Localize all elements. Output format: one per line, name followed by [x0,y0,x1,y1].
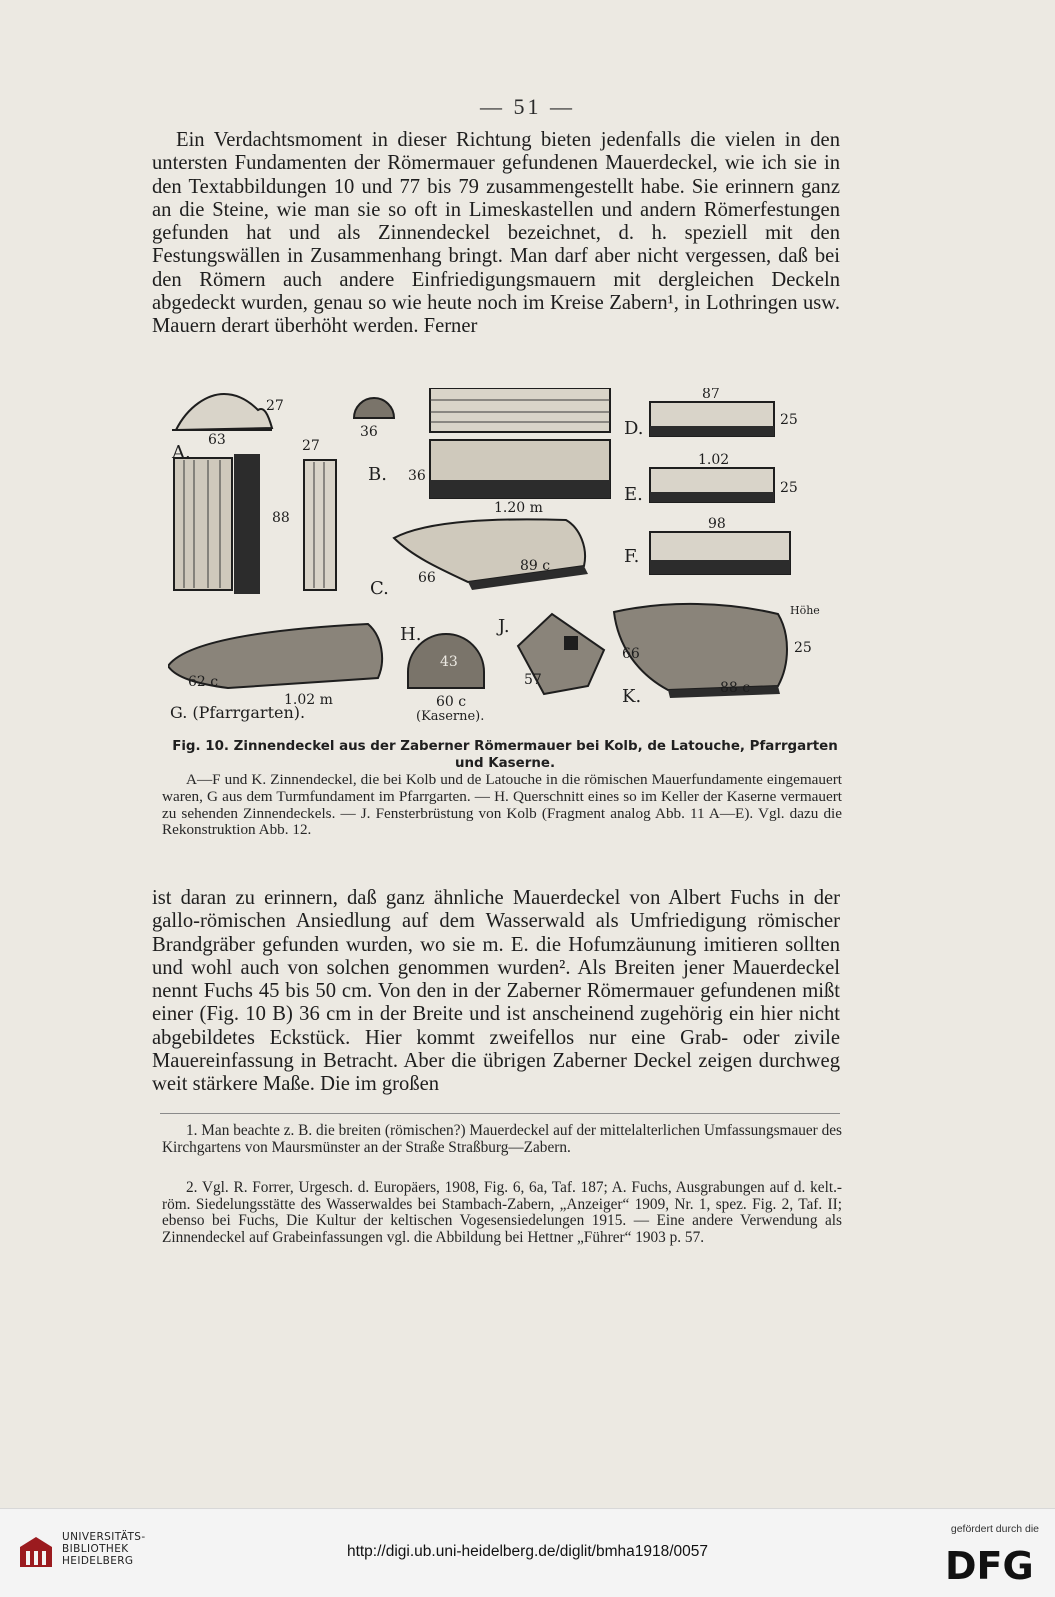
dim-j-size: 57 [524,672,542,688]
label-j: J. [498,616,510,637]
dim-c-width: 66 [418,570,436,586]
dim-k-length: 88 c [720,680,751,696]
dim-b-height: 36 [408,468,426,484]
label-hoehe: Höhe [790,604,820,617]
dim-a-depth: 27 [302,438,320,454]
dim-a-height: 27 [266,398,284,414]
stone-k [614,604,820,707]
dim-k-width: 66 [622,646,640,662]
label-b: B. [368,464,387,485]
dim-h-height: 43 [440,654,458,670]
dim-e-height: 25 [780,480,798,496]
body-paragraph-1: Ein Verdachtsmoment in dieser Richtung bieten jedenfalls die vielen in den untersten Fundamenten der Römermauer gefundenen Mauerdeckel, wie ich sie in den Textabbildungen 10 und 77 bis 79 zusammengestellt habe. Sie erinnern ganz an die Steine, wie man sie so oft in Limeskastellen und andern Römerfestungen gefunden hat und als Zinnendeckel bezeichnet, d. h. speziell mit den Festungswällen in Zusammenhang bringt. Man darf aber nicht vergessen, daß bei den Römern auch andere Einfriedigungsmauern mit dergleichen Deckeln abgedeckt wurden, genau so wie heute noch im Kreise Zabern¹, in Lothringen usw. Mauern derart überhöht werden. Ferner [152,129,840,338]
dim-k-height: 25 [794,640,812,656]
dim-d-length: 87 [702,388,720,402]
library-name-line-3: HEIDELBERG [62,1555,134,1567]
body-paragraph-2: ist daran zu erinnern, daß ganz ähnliche Mauerdeckel von Albert Fuchs in der gallo-römischen Ansiedlung auf dem Wasserwald als Umfriedigung römischer Brandgräber gefunden wurden, wo sie m. E. die Hofumzäunung imitieren sollten und wohl auch von solchen genommen wurden². Als Breiten jener Mauerdeckel nennt Fuchs 45 bis 50 cm. Von den in der Zaberner Römermauer gefundenen mißt einer (Fig. 10 B) 36 cm in der Breite und ist anscheinend zugehörig ein hier nicht abgebildetes Eckstück. Hier kommt zweifellos nur eine Grab- oder zivile Mauereinfassung in Betracht. Aber die übrigen Zaberner Deckel zeigen durchweg weit stärkere Maße. Die im großen [152,887,840,1096]
dfg-logo-text: DFG [945,1544,1034,1585]
dim-e-length: 1.02 [698,452,730,468]
footnote-2: 2. Vgl. R. Forrer, Urgesch. d. Europäers, 1908, Fig. 6, 6a, Taf. 187; A. Fuchs, Ausgrabungen auf d. kelt.-röm. Siedelungsstätte des Wasserwaldes bei Stambach-Zabern, „Anzeiger“ 1909, Nr. 1, spez. Fig. 2, Taf. II; ebenso bei Fuchs, Die Kultur der keltischen Vogesensiedelungen 1915. — Eine andere Verwendung als Zinnendeckel auf Grabeinfassungen vgl. die Abbildung bei Hettner „Führer“ 1903 p. 57. [162,1179,842,1246]
dim-b-length: 1.20 m [494,500,543,516]
dim-a-length: 88 [272,510,290,526]
page-number: — 51 — [480,94,575,119]
stone-g [168,624,382,722]
stone-c [370,519,588,599]
stones-d-e-f [624,388,798,574]
footnote-divider [160,1113,840,1114]
label-k: K. [622,686,642,707]
figure-10-drawings [168,388,848,736]
footnote-1: 1. Man beachte z. B. die breiten (römischen?) Mauerdeckel auf der mittelalterlichen Umfassungsmauer des Kirchgartens von Maursmünster an der Straße Straßburg—Zabern. [162,1122,842,1156]
label-f: F. [624,546,640,567]
permalink-url[interactable]: http://digi.ub.uni-heidelberg.de/diglit/bmha1918/0057 [346,1543,709,1560]
label-h: H. [400,624,422,645]
dim-h-width: 60 c [436,694,467,710]
dim-g-width: 62 c [188,674,219,690]
dim-d-height: 25 [780,412,798,428]
label-kaserne: (Kaserne). [416,709,485,724]
label-e: E. [624,484,643,505]
dim-g-length: 1.02 m [284,692,333,708]
stone-j [496,614,604,694]
funded-by-label: gefördert durch die [950,1523,1039,1535]
dim-c-length: 89 c [520,558,551,574]
library-name-line-2: BIBLIOTHEK [62,1543,129,1555]
label-a: A. [172,442,191,463]
dfg-logo-icon[interactable] [943,1543,1041,1585]
dim-f-length: 98 [708,516,726,532]
label-c: C. [370,578,389,599]
library-name-line-1: UNIVERSITÄTS- [62,1531,146,1543]
stone-a [171,394,336,594]
stone-b [354,388,610,516]
figure-caption-text: A—F und K. Zinnendeckel, die bei Kolb und de Latouche in die römischen Mauerfundamente eingemauert waren, G aus dem Turmfundament im Pfarrgarten. — H. Querschnitt eines so im Keller der Kaserne vermauert zu sehenden Zinnendeckels. — J. Fensterbrüstung von Kolb (Fragment analog Abb. 11 A—E). Vgl. dazu die Rekonstruktion Abb. 12. [162,771,842,839]
label-d: D. [624,418,644,439]
figure-caption-title: Fig. 10. Zinnendeckel aus der Zaberner Römermauer bei Kolb, de Latouche, Pfarrgarten und Kaserne. [172,739,838,771]
digitization-footer [0,1508,1055,1597]
stone-h [400,624,484,724]
dim-b-width: 36 [360,424,378,440]
label-g: G. (Pfarrgarten). [170,703,306,722]
dim-a-width: 63 [208,432,226,448]
